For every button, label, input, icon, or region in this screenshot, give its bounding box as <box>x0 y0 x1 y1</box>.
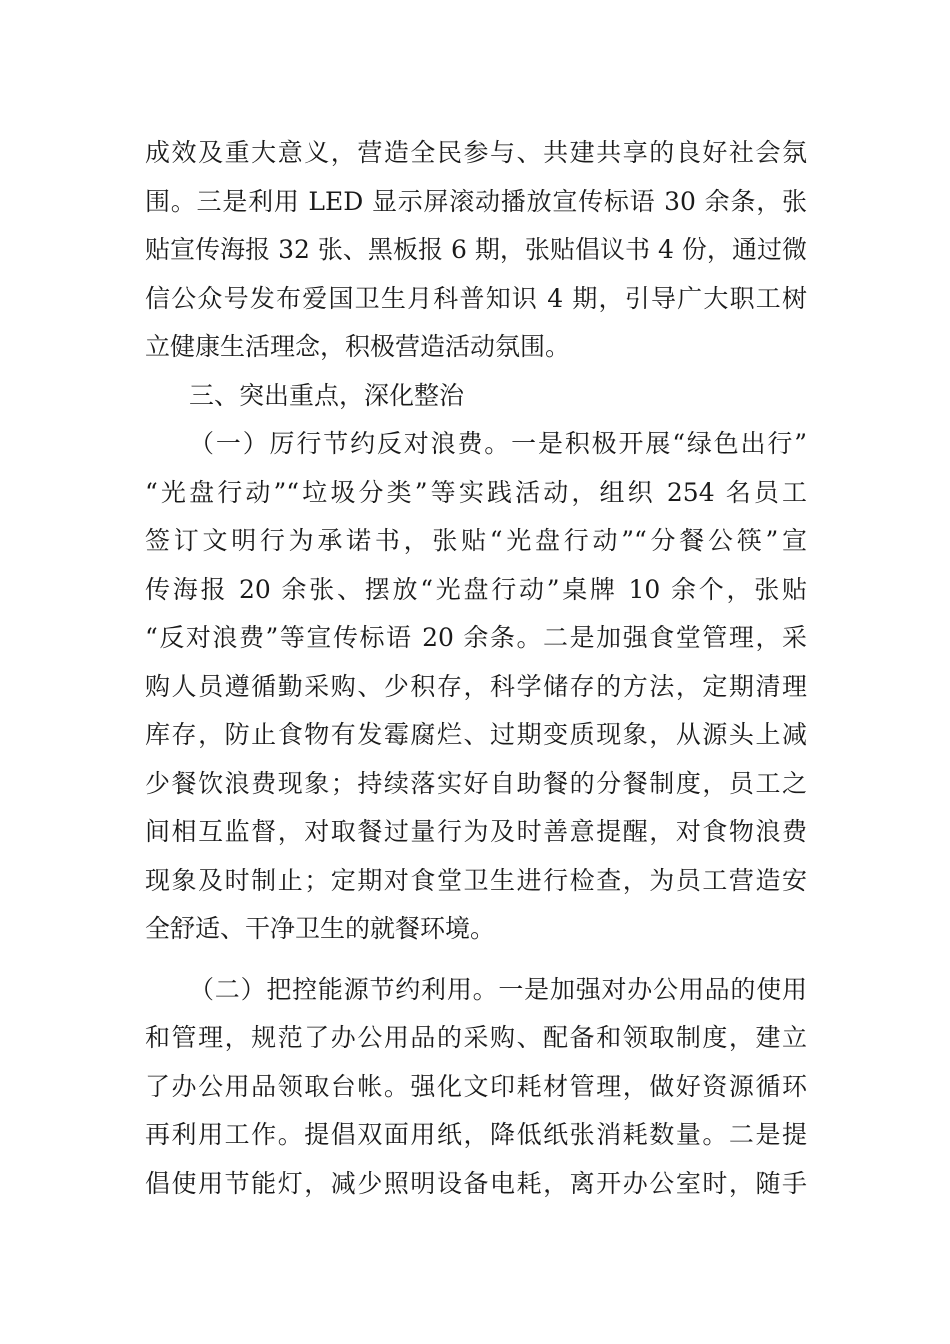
body-line: 全舒适、干净卫生的就餐环境。 <box>145 914 496 943</box>
body-line: 传海报 20 余张、摆放“光盘行动”桌牌 10 余个，张贴 <box>145 574 807 604</box>
body-line: 再利用工作。提倡双面用纸，降低纸张消耗数量。二是提 <box>145 1120 807 1149</box>
body-line: 少餐饮浪费现象；持续落实好自助餐的分餐制度，员工之 <box>145 768 807 798</box>
body-line: 签订文明行为承诺书，张贴“光盘行动”“分餐公筷”宣 <box>145 526 807 555</box>
body-line: 倡使用节能灯，减少照明设备电耗，离开办公室时，随手 <box>145 1168 807 1198</box>
body-line: 购人员遵循勤采购、少积存，科学储存的方法，定期清理 <box>145 671 807 701</box>
body-line: （一）厉行节约反对浪费。一是积极开展“绿色出行” <box>189 429 807 458</box>
body-line: 围。三是利用 LED 显示屏滚动播放宣传标语 30 余条，张 <box>145 186 807 216</box>
body-line: 了办公用品领取台帐。强化文印耗材管理，做好资源循环 <box>145 1071 807 1101</box>
body-line: 成效及重大意义，营造全民参与、共建共享的良好社会氛 <box>145 138 807 167</box>
body-line: （二）把控能源节约利用。一是加强对办公用品的使用 <box>189 974 807 1004</box>
body-line: 贴宣传海报 32 张、黑板报 6 期，张贴倡议书 4 份，通过微 <box>145 235 807 264</box>
body-line: 间相互监督，对取餐过量行为及时善意提醒，对食物浪费 <box>145 817 807 846</box>
body-line: “反对浪费”等宣传标语 20 余条。二是加强食堂管理，采 <box>145 623 807 652</box>
body-line: “光盘行动”“垃圾分类”等实践活动，组织 254 名员工 <box>145 477 807 507</box>
body-line: 现象及时制止；定期对食堂卫生进行检查，为员工营造安 <box>145 865 807 895</box>
body-line: 立健康生活理念，积极营造活动氛围。 <box>145 332 571 361</box>
body-line: 库存，防止食物有发霉腐烂、过期变质现象，从源头上减 <box>145 720 807 749</box>
body-line: 信公众号发布爱国卫生月科普知识 4 期，引导广大职工树 <box>145 283 807 313</box>
paragraph-gap <box>145 954 807 966</box>
body-line: 和管理，规范了办公用品的采购、配备和领取制度，建立 <box>145 1023 807 1052</box>
section-heading: 三、突出重点，深化整治 <box>189 380 465 410</box>
document-body <box>145 129 807 1208</box>
